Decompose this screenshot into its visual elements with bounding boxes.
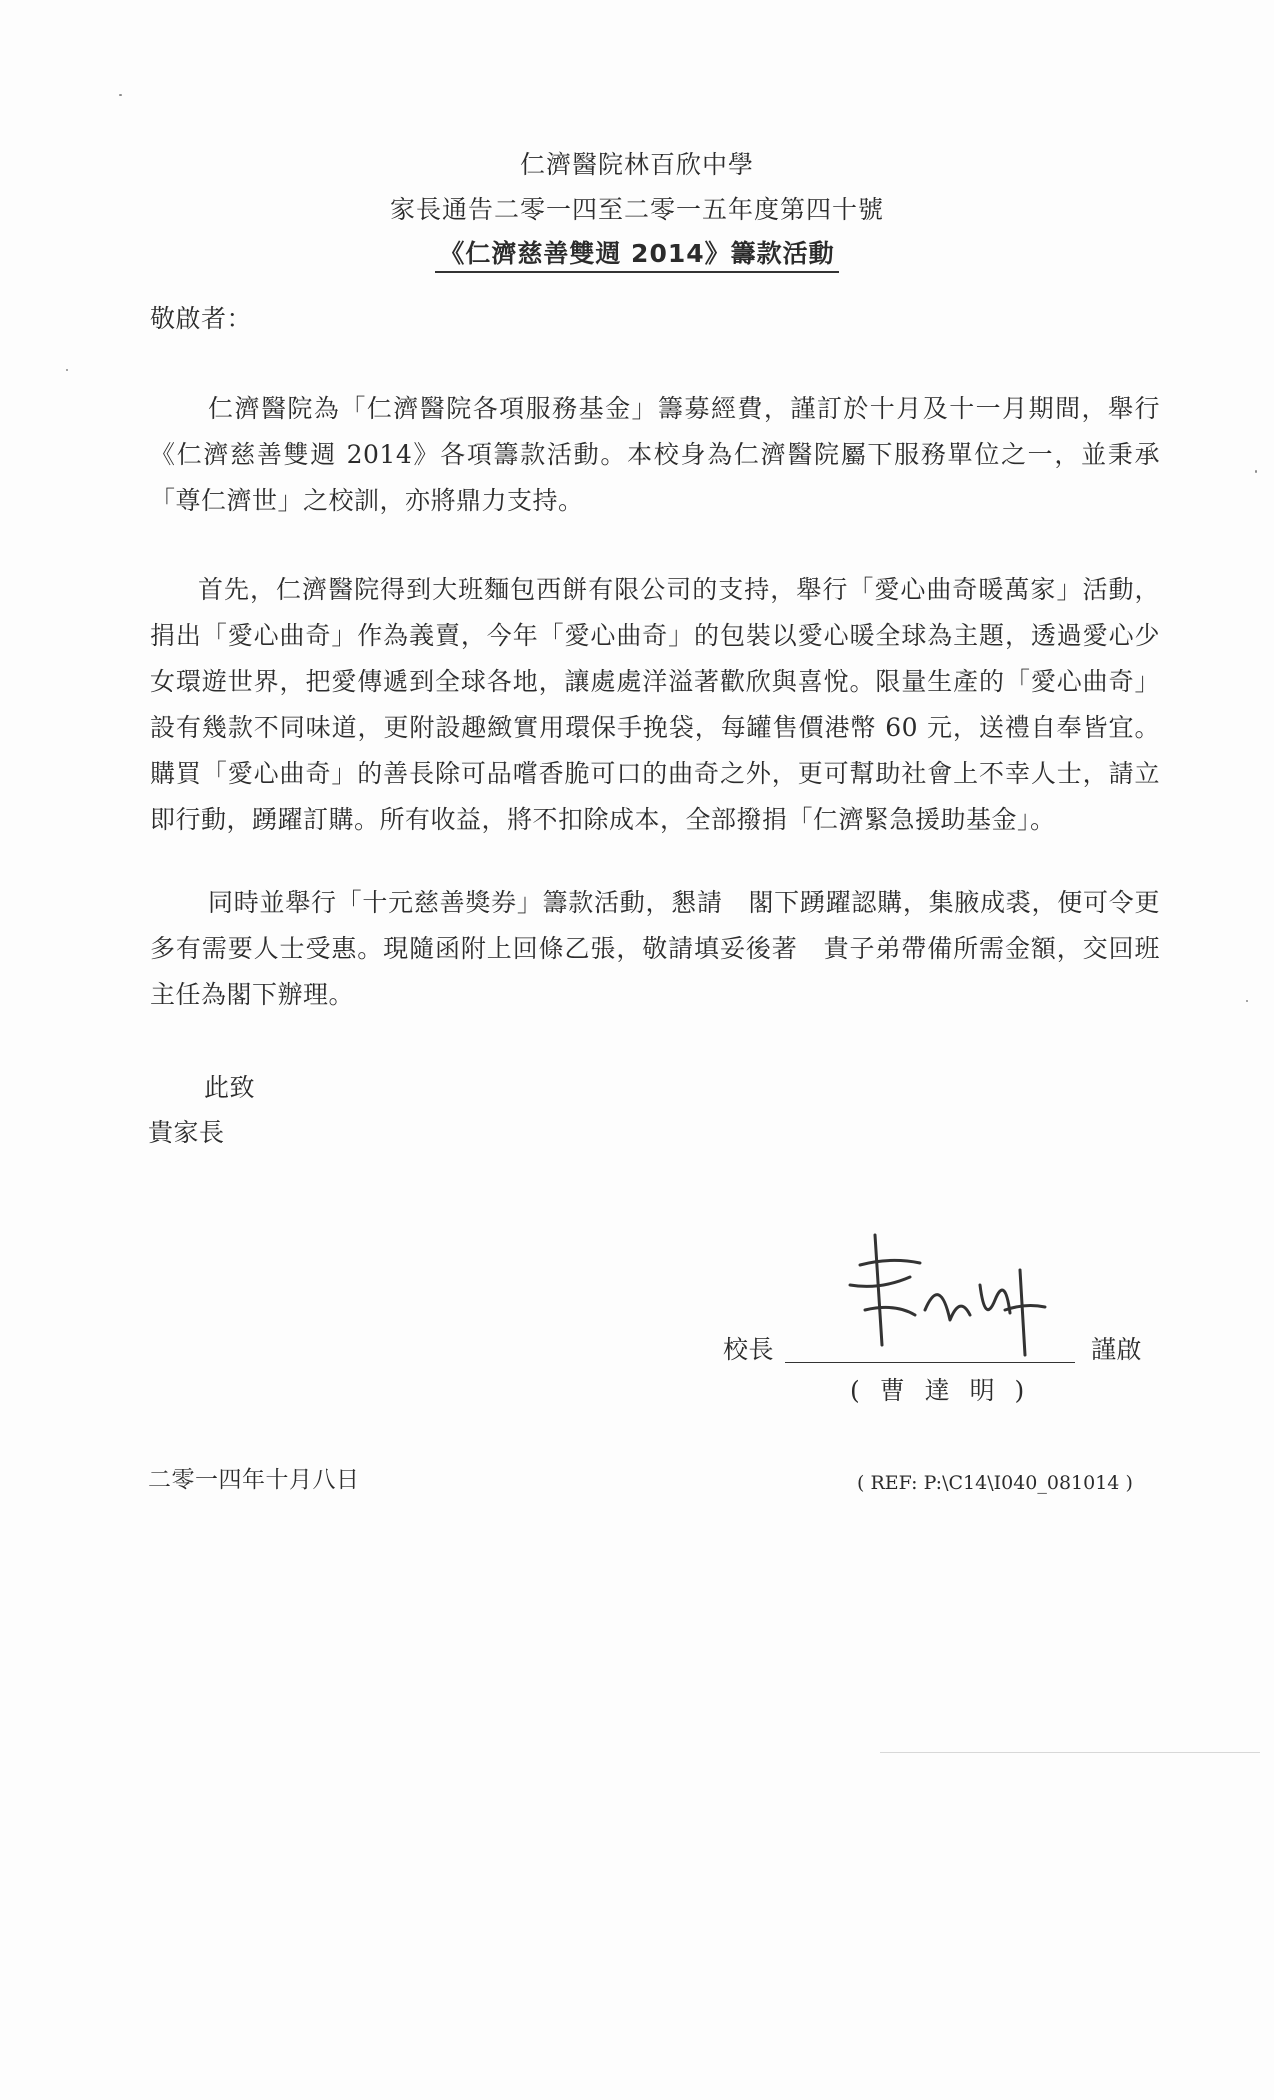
letter-date: 二零一四年十月八日 [148, 1467, 360, 1493]
page-title [0, 234, 1274, 270]
principal-label: 校長 [723, 1335, 775, 1364]
handwritten-signature [820, 1215, 1060, 1365]
scan-speck [119, 94, 122, 96]
scan-speck [1255, 470, 1257, 473]
paragraph-intro: 仁濟醫院為「仁濟醫院各項服務基金」籌募經費，謹訂於十月及十一月期間，舉行《仁濟慈善雙週 2014》各項籌款活動。本校身為仁濟醫院屬下服務單位之一，並秉承「尊仁濟世」之校訓，亦將鼎力支持。 [150, 394, 1160, 515]
school-name: 仁濟醫院林百欣中學 [519, 150, 754, 179]
paragraph-cookie-sale: 首先，仁濟醫院得到大班麵包西餅有限公司的支持，舉行「愛心曲奇暖萬家」活動，捐出「愛心曲奇」作為義賣，今年「愛心曲奇」的包裝以愛心暖全球為主題，透過愛心少女環遊世界，把愛傳遞到全球各地，讓處處洋溢著歡欣與喜悅。限量生產的「愛心曲奇」設有幾款不同味道，更附設趣緻實用環保手挽袋，每罐售價港幣 60 元，送禮自奉皆宜。購買「愛心曲奇」的善長除可品嚐香脆可口的曲奇之外，更可幫助社會上不幸人士，請立即行動，踴躍訂購。所有收益，將不扣除成本，全部撥捐「仁濟緊急援助基金」。 [150, 575, 1160, 834]
notice-number: 家長通告二零一四至二零一五年度第四十號 [389, 195, 884, 224]
title-text: 《仁濟慈善雙週 2014》籌款活動 [435, 239, 838, 273]
reference-code: ( REF: P:\C14\I040_081014 ) [857, 1472, 1133, 1494]
scan-artifact-line [880, 1752, 1260, 1753]
paragraph-lottery: 同時並舉行「十元慈善獎券」籌款活動，懇請 閣下踴躍認購，集腋成裘，便可令更多有需要人士受惠。現隨函附上回條乙張，敬請填妥後著 貴子弟帶備所需金額，交回班主任為閣下辦理。 [150, 888, 1160, 1009]
addressee: 貴家長 [148, 1118, 225, 1147]
signature-line [785, 1362, 1075, 1363]
closing: 此致 [204, 1073, 256, 1102]
greeting: 敬啟者： [150, 304, 253, 333]
principal-name: ( 曹 達 明 ) [850, 1376, 1031, 1405]
scan-speck [66, 369, 68, 371]
respectfully: 謹啟 [1091, 1335, 1143, 1364]
scan-speck [1246, 1000, 1248, 1002]
